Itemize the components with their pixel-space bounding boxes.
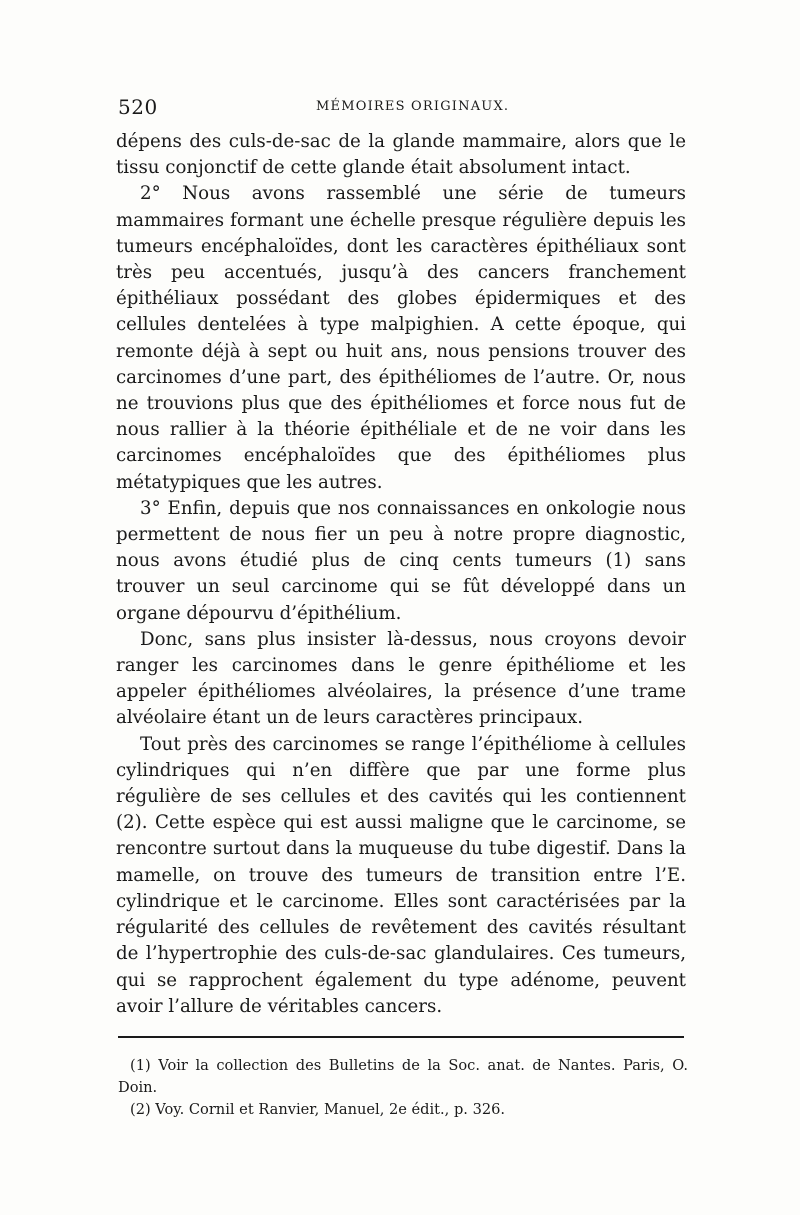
paragraph-point-3: 3° Enfin, depuis que nos connaissances en onkologie nous permettent de nous fier un peu à notre propre diagnostic, nous avons étudié plus de cinq cents tumeurs (1) sans trouver un seul carcinome qui se fût développé dans un organe dépourvu d’épithélium. [116,497,686,624]
paragraph-point-2: 2° Nous avons rassemblé une série de tumeurs mammaires formant une échelle presque régulière depuis les tumeurs encéphaloïdes, dont les caractères épithéliaux sont très peu accentués, jusqu’à des cancers franchement épithéliaux possédant des globes épidermiques et des cellules dentelées à type malpighien. A cette époque, qui remonte déjà à sept ou huit ans, nous pensions trouver des carcinomes d’une part, des épithéliomes de l’autre. Or, nous ne trouvions plus que des épithéliomes et force nous fut de nous rallier à la théorie épithéliale et de ne voir dans les carcinomes encéphaloïdes que des épithéliomes plus métatypiques que les autres. [116,183,686,493]
footnote-2: (2) Voy. Cornil et Ranvier, Manuel, 2e édit., p. 326. [130,1101,506,1118]
footnote-divider [118,1036,684,1038]
page-number: 520 [118,95,158,119]
footnote-1: (1) Voir la collection des Bulletins de la Soc. anat. de Nantes. Paris, O. Doin. [118,1057,688,1096]
body-text [116,129,686,1020]
footnotes [118,1055,688,1121]
paragraph-conclusion: Donc, sans plus insister là-dessus, nous croyons devoir ranger les carcinomes dans le genre épithéliome et les appeler épithéliomes alvéolaires, la présence d’une trame alvéolaire étant un de leurs caractères principaux. [116,628,686,729]
running-title: MÉMOIRES ORIGINAUX. [316,99,510,114]
page-header [118,95,688,125]
paragraph-continuation: dépens des culs-de-sac de la glande mammaire, alors que le tissu conjonctif de cette glande était absolument intact. [116,131,686,179]
paragraph-cylindrical-epithelioma: Tout près des carcinomes se range l’épithéliome à cellules cylindriques qui n’en diffère que par une forme plus régulière de ses cellules et des cavités qui les contiennent (2). Cette espèce qui est aussi maligne que le carcinome, se rencontre surtout dans la muqueuse du tube digestif. Dans la mamelle, on trouve des tumeurs de transition entre l’E. cylindrique et le carcinome. Elles sont caractérisées par la régularité des cellules de revêtement des cavités résultant de l’hypertrophie des culs-de-sac glandulaires. Ces tumeurs, qui se rapprochent également du type adénome, peuvent avoir l’allure de véritables cancers. [116,733,686,1017]
